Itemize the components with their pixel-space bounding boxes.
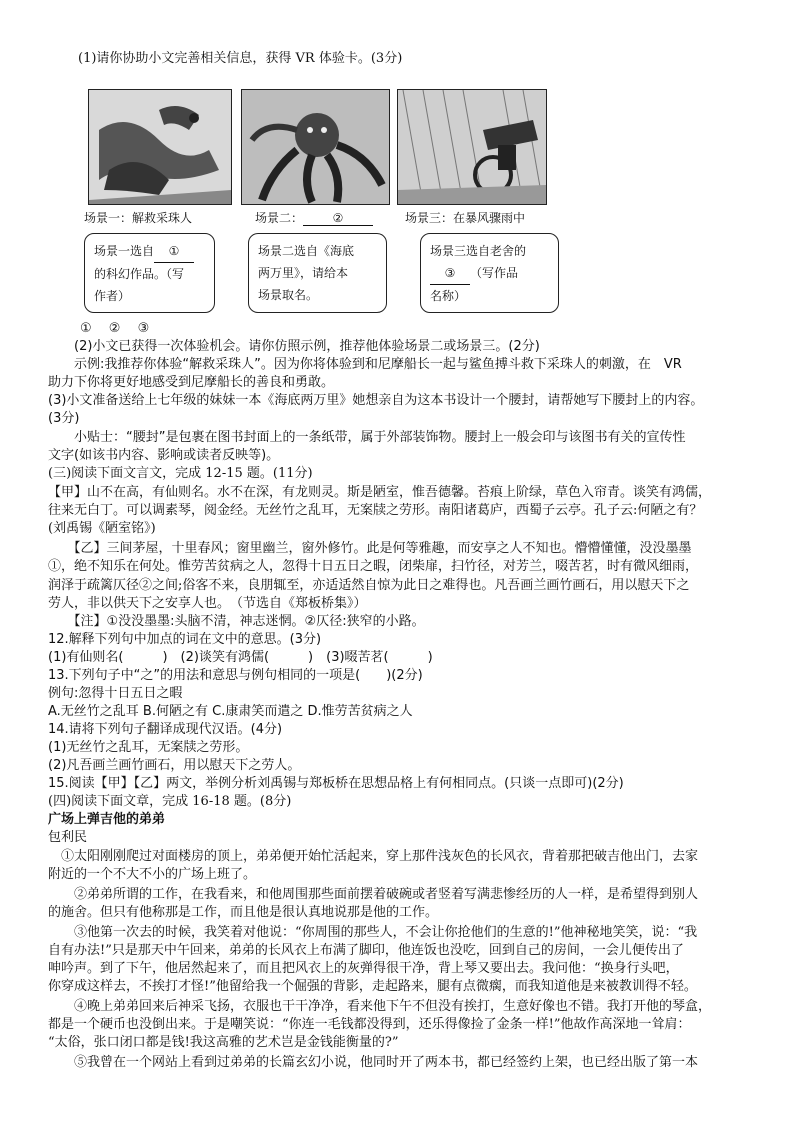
article-p2-line-1: ②弟弟所谓的工作，在我看来，和他周围那些面前摆着破碗或者竖着写满悲惨经历的人一样，是希望得到别人 (48, 887, 699, 902)
passage-b-line-2: ①，绝不知乐在何处。惟劳苦贫病之人，忽得十日五日之暇，闭柴扉，扫竹径，对芳兰，啜苦茗，时有微风细雨， (48, 559, 699, 574)
passage-b-line-3: 润泽于疏篱仄径②之间;俗客不来，良朋辄至，亦适适然自惊为此日之难得也。凡吾画兰画竹画石，用以慰天下之 (48, 578, 690, 593)
article-p5-line-1: ⑤我曾在一个网站上看到过弟弟的长篇玄幻小说，他同时开了两本书，都已经签约上架，也已经出版了第一本 (48, 1055, 699, 1070)
scene-2-image (241, 89, 390, 205)
question-13-example: 例句:忽得十日五日之暇 (48, 686, 183, 701)
passage-a-line-1: 【甲】山不在高，有仙则名。水不在深，有龙则灵。斯是陋室，惟吾德馨。苔痕上阶绿，草色入帘青。谈笑有鸿儒， (48, 485, 712, 500)
box-2-text-b: 两万里》，请给本 (258, 266, 349, 280)
question-12: 12.解释下列句中加点的词在文中的意思。(3分) (48, 632, 322, 647)
question-3: (3)小文准备送给上七年级的妹妹一本《海底两万里》她想亲自为这本书设计一个腰封，请帮她写下腰封上的内容。 (48, 393, 704, 408)
question-14: 14.请将下列句子翻译成现代汉语。(4分) (48, 722, 283, 737)
article-p1-line-2: 附近的一个不大不小的广场上班了。 (48, 867, 257, 882)
info-box-2 (248, 233, 387, 313)
box-2-text-a: 场景二选自《海底 (258, 244, 355, 258)
blank-3: ③ (430, 262, 470, 285)
question-14-item-2: (2)凡吾画兰画竹画石，用以慰天下之劳人。 (48, 758, 301, 773)
info-box-3 (420, 233, 559, 313)
article-p3-line-2: 自有办法!”只是那天中午回来，弟弟的长风衣上布满了脚印，他连饭也没吃，回到自己的房间，一会儿便传出了 (48, 943, 684, 958)
question-14-item-1: (1)无丝竹之乱耳，无案牍之劳形。 (48, 740, 249, 755)
blank-1: ① (154, 240, 194, 263)
question-13: 13.下列句子中“之”的用法和意思与例句相同的一项是( )(2分) (48, 668, 423, 683)
box-2-text-c: 场景取名。 (258, 288, 319, 302)
question-12-items: (1)有仙则名( ) (2)谈笑有鸿儒( ) (3)啜苦茗( ) (48, 650, 433, 665)
passage-a-line-2: 往来无白丁。可以调素琴，阅金经。无丝竹之乱耳，无案牍之劳形。南阳诸葛庐，西蜀子云亭。孔子云:何陋之有？ (48, 503, 703, 518)
article-p2-line-2: 的施舍。但只有他称那是工作，而且他是很认真地说那是他的工作。 (48, 905, 439, 920)
box-3-text-c: 名称） (430, 289, 467, 303)
tip-line-1: 小贴士：“腰封”是包裹在图书封面上的一条纸带，属于外部装饰物。腰封上一般会印与该图书有关的宣传性 (48, 430, 686, 445)
tip-line-2: 文字(如该书内容、影响或读者反映等)。 (48, 448, 280, 463)
question-3-score: (3分) (48, 411, 80, 426)
box-1-text-a: 场景一选自 (94, 244, 155, 258)
scene-1-caption: 场景一：解救采珠人 (84, 211, 193, 225)
passage-b-line-4: 劳人，非以供天下之安享人也。 （节选自《郑板桥集》） (48, 596, 367, 611)
article-title: 广场上弹吉他的弟弟 (48, 812, 166, 827)
example-line-1: 示例:我推荐你体验“解救采珠人”。因为你将体验到和尼摩船长一起与鲨鱼搏斗救下采珠人的刺激，在 VR (48, 357, 682, 372)
passage-b-line-1: 【乙】三间茅屋，十里春风；窗里幽兰，窗外修竹。此是何等雅趣，而安享之人不知也。懵懵懂懂，没没墨墨 (48, 541, 692, 556)
box-1-text-c: 作者） (94, 289, 131, 303)
question-13-options: A.无丝竹之乱耳 B.何陋之有 C.康肃笑而遣之 D.惟劳苦贫病之人 (48, 704, 413, 719)
passage-notes: 【注】①没没墨墨:头脑不清，神志迷惘。②仄径:狭窄的小路。 (48, 614, 425, 629)
scene-2-prefix: 场景二： (255, 211, 304, 225)
answer-blanks: ① ② ③ (80, 321, 150, 336)
section-4-heading: (四)阅读下面文章，完成 16-18 题。(8分) (48, 794, 292, 809)
info-box-1 (84, 233, 215, 313)
scene-1-image (88, 89, 232, 205)
section-3-heading: (三)阅读下面文言文，完成 12-15 题。(11分) (48, 466, 313, 481)
article-p4-line-2: 都是一个硬币也没倒出来。于是嘲笑说：“你连一毛钱都没得到，还乐得像捡了金条一样!”他故作高深地一耸肩： (48, 1017, 691, 1032)
scene-3-caption: 场景三：在暴风骤雨中 (405, 211, 526, 225)
article-p3-line-1: ③他第一次去的时候，我笑着对他说：“你周围的那些人，不会让你抢他们的生意的!”他神秘地笑笑，说：“我 (48, 925, 698, 940)
article-p4-line-3: “太俗，张口闭口都是钱!我这高雅的艺术岂是金钱能衡量的?” (48, 1035, 399, 1050)
article-author: 包利民 (48, 830, 88, 845)
question-2: (2)小文已获得一次体验机会。请你仿照示例，推荐他体验场景二或场景三。(2分) (48, 339, 540, 354)
passage-a-source: (刘禹锡《陋室铭》) (48, 521, 156, 536)
article-p4-line-1: ④晚上弟弟回来后神采飞扬，衣服也干干净净，看来他下午不但没有挨打，生意好像也不错。我打开他的琴盒， (48, 999, 712, 1014)
article-p1-line-1: ①太阳刚刚爬过对面楼房的顶上，弟弟便开始忙活起来，穿上那件浅灰色的长风衣，背着那把破吉他出门，去家 (48, 849, 699, 864)
article-p3-line-4: 你穿成这样去，不挨打才怪!”他留给我一个倔强的背影，走起路来，腿有点微瘸，而我知道他是来被教训得不轻。 (48, 979, 697, 994)
example-line-2: 助力下你将更好地感受到尼摩船长的善良和勇敢。 (48, 375, 335, 390)
question-1: (1)请你协助小文完善相关信息，获得 VR 体验卡。(3分) (78, 51, 403, 66)
scene-2-caption (255, 209, 373, 226)
scene-3-image (397, 89, 547, 205)
box-3-text-a: 场景三选自老舍的 (430, 244, 527, 258)
box-3-text-b: （写作品 (470, 266, 519, 280)
question-15: 15.阅读【甲】【乙】两文，举例分析刘禹锡与郑板桥在思想品格上有何相同点。(只谈一点即可)(2分) (48, 776, 624, 791)
article-p3-line-3: 呻吟声。到了下午，他居然起来了，而且把风衣上的灰弹得很干净，背上琴又要出去。我问他：“换身行头吧， (48, 961, 679, 976)
box-1-text-b: 的科幻作品。（写 (94, 267, 185, 281)
blank-2: ② (303, 211, 373, 226)
